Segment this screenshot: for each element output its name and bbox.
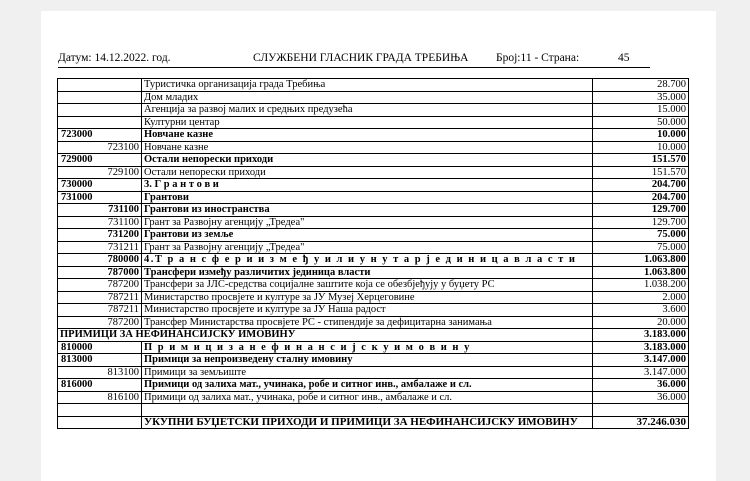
table-row xyxy=(58,229,689,242)
table-row xyxy=(58,104,689,117)
row-description: Туристичка организација града Требиња xyxy=(142,79,593,92)
row-description: Трансфери за ЈЛС-средства социјалне заштите која се обезбјеђују у буџету РС xyxy=(142,279,593,292)
blank-row xyxy=(58,404,689,417)
table-row xyxy=(58,179,689,192)
header-title: СЛУЖБЕНИ ГЛАСНИК ГРАДА ТРЕБИЊА xyxy=(253,52,469,64)
table-row xyxy=(58,354,689,367)
header-page-number: 45 xyxy=(618,52,630,64)
row-amount: 3.183.000 xyxy=(593,329,689,342)
row-amount: 3.183.000 xyxy=(593,341,689,354)
row-amount: 10.000 xyxy=(593,141,689,154)
table-row xyxy=(58,366,689,379)
total-row xyxy=(58,416,689,429)
row-description: Грантови из земље xyxy=(142,229,593,242)
row-code: 787211 xyxy=(58,291,142,304)
row-amount: 151.570 xyxy=(593,154,689,167)
row-amount: 3.147.000 xyxy=(593,354,689,367)
row-description: Културни центар xyxy=(142,116,593,129)
table-row xyxy=(58,329,689,342)
table-row xyxy=(58,91,689,104)
table-row xyxy=(58,379,689,392)
row-code: 816000 xyxy=(58,379,142,392)
table-row xyxy=(58,279,689,292)
row-description: Остали непорески приходи xyxy=(142,166,593,179)
blank-cell xyxy=(58,404,142,417)
row-description: Новчане казне xyxy=(142,129,593,142)
row-code: 810000 xyxy=(58,341,142,354)
row-description: ПРИМИЦИ ЗА НЕФИНАНСИЈСКУ ИМОВИНУ xyxy=(58,329,593,342)
table-row xyxy=(58,204,689,217)
row-description: Новчане казне xyxy=(142,141,593,154)
row-description: Грантови из иностранства xyxy=(142,204,593,217)
row-code: 787200 xyxy=(58,279,142,292)
row-code: 730000 xyxy=(58,179,142,192)
row-description: Остали непорески приходи xyxy=(142,154,593,167)
row-code: 731200 xyxy=(58,229,142,242)
row-description: П р и м и ц и з а н е ф и н а н с и ј с к у и м о в и н у xyxy=(142,341,593,354)
header-date: Датум: 14.12.2022. год. xyxy=(58,52,171,64)
row-description: Грант за Развојну агенцију „Тредеа" xyxy=(142,241,593,254)
table-row xyxy=(58,79,689,92)
table-row xyxy=(58,141,689,154)
row-amount: 2.000 xyxy=(593,291,689,304)
table-row xyxy=(58,129,689,142)
row-amount: 20.000 xyxy=(593,316,689,329)
blank-cell xyxy=(593,404,689,417)
table-row xyxy=(58,166,689,179)
row-code: 813000 xyxy=(58,354,142,367)
row-code: 787200 xyxy=(58,316,142,329)
table-row xyxy=(58,304,689,317)
budget-table-body xyxy=(58,79,689,429)
row-description: Примици од залиха мат., учинака, робе и ситног инв., амбалаже и сл. xyxy=(142,391,593,404)
header-rule xyxy=(58,67,650,68)
row-code: 787000 xyxy=(58,266,142,279)
row-amount: 75.000 xyxy=(593,241,689,254)
table-row xyxy=(58,241,689,254)
row-code: 813100 xyxy=(58,366,142,379)
row-amount: 3.147.000 xyxy=(593,366,689,379)
row-amount: 1.063.800 xyxy=(593,266,689,279)
row-description: Министарство просвјете и културе за ЈУ Музеј Херцеговине xyxy=(142,291,593,304)
row-amount: 129.700 xyxy=(593,216,689,229)
row-code: 816100 xyxy=(58,391,142,404)
row-code: 729000 xyxy=(58,154,142,167)
row-code: 731211 xyxy=(58,241,142,254)
table-row xyxy=(58,291,689,304)
row-amount: 36.000 xyxy=(593,379,689,392)
row-code: 723100 xyxy=(58,141,142,154)
table-row xyxy=(58,341,689,354)
row-amount: 3.600 xyxy=(593,304,689,317)
row-description: Дом младих xyxy=(142,91,593,104)
row-code: 723000 xyxy=(58,129,142,142)
row-code xyxy=(58,91,142,104)
row-description: Грант за Развојну агенцију „Тредеа" xyxy=(142,216,593,229)
row-amount: 204.700 xyxy=(593,191,689,204)
row-amount: 204.700 xyxy=(593,179,689,192)
table-row xyxy=(58,316,689,329)
row-amount: 28.700 xyxy=(593,79,689,92)
row-amount: 50.000 xyxy=(593,116,689,129)
table-row xyxy=(58,391,689,404)
row-amount: 75.000 xyxy=(593,229,689,242)
row-description: Грантови xyxy=(142,191,593,204)
row-code xyxy=(58,79,142,92)
row-description: Агенција за развој малих и средњих предузећа xyxy=(142,104,593,117)
table-row xyxy=(58,154,689,167)
row-amount: 1.063.800 xyxy=(593,254,689,267)
row-description: 3. Г р а н т о в и xyxy=(142,179,593,192)
row-amount: 15.000 xyxy=(593,104,689,117)
budget-table xyxy=(57,78,689,429)
blank-cell xyxy=(142,404,593,417)
row-description: Примици од залиха мат., учинака, робе и ситног инв., амбалаже и сл. xyxy=(142,379,593,392)
row-amount: 151.570 xyxy=(593,166,689,179)
table-row xyxy=(58,191,689,204)
total-code xyxy=(58,416,142,429)
table-row xyxy=(58,216,689,229)
table-row xyxy=(58,254,689,267)
row-code: 787211 xyxy=(58,304,142,317)
row-amount: 36.000 xyxy=(593,391,689,404)
row-description: Министарство просвјете и културе за ЈУ Наша радост xyxy=(142,304,593,317)
row-description: Примици за непроизведену сталну имовину xyxy=(142,354,593,367)
total-label: УКУПНИ БУЏЕТСКИ ПРИХОДИ И ПРИМИЦИ ЗА НЕФИНАНСИЈСКУ ИМОВИНУ xyxy=(142,416,593,429)
row-code xyxy=(58,116,142,129)
row-amount: 129.700 xyxy=(593,204,689,217)
page-header xyxy=(58,50,648,66)
row-code: 731000 xyxy=(58,191,142,204)
row-description: Трансфери између различитих јединица власти xyxy=(142,266,593,279)
row-code xyxy=(58,104,142,117)
row-description: Трансфер Министарства просвјете РС - стипендије за дефицитарна занимања xyxy=(142,316,593,329)
row-code: 780000 xyxy=(58,254,142,267)
row-amount: 35.000 xyxy=(593,91,689,104)
row-code: 729100 xyxy=(58,166,142,179)
row-code: 731100 xyxy=(58,204,142,217)
total-amount: 37.246.030 xyxy=(593,416,689,429)
header-issue: Број:11 - Страна: xyxy=(496,52,580,64)
row-description: 4.Т р а н с ф е р и и з м е ђ у и л и у н у т а р ј е д и н и ц а в л а с т и xyxy=(142,254,593,267)
row-amount: 10.000 xyxy=(593,129,689,142)
table-row xyxy=(58,266,689,279)
row-amount: 1.038.200 xyxy=(593,279,689,292)
row-code: 731100 xyxy=(58,216,142,229)
row-description: Примици за земљиште xyxy=(142,366,593,379)
table-row xyxy=(58,116,689,129)
